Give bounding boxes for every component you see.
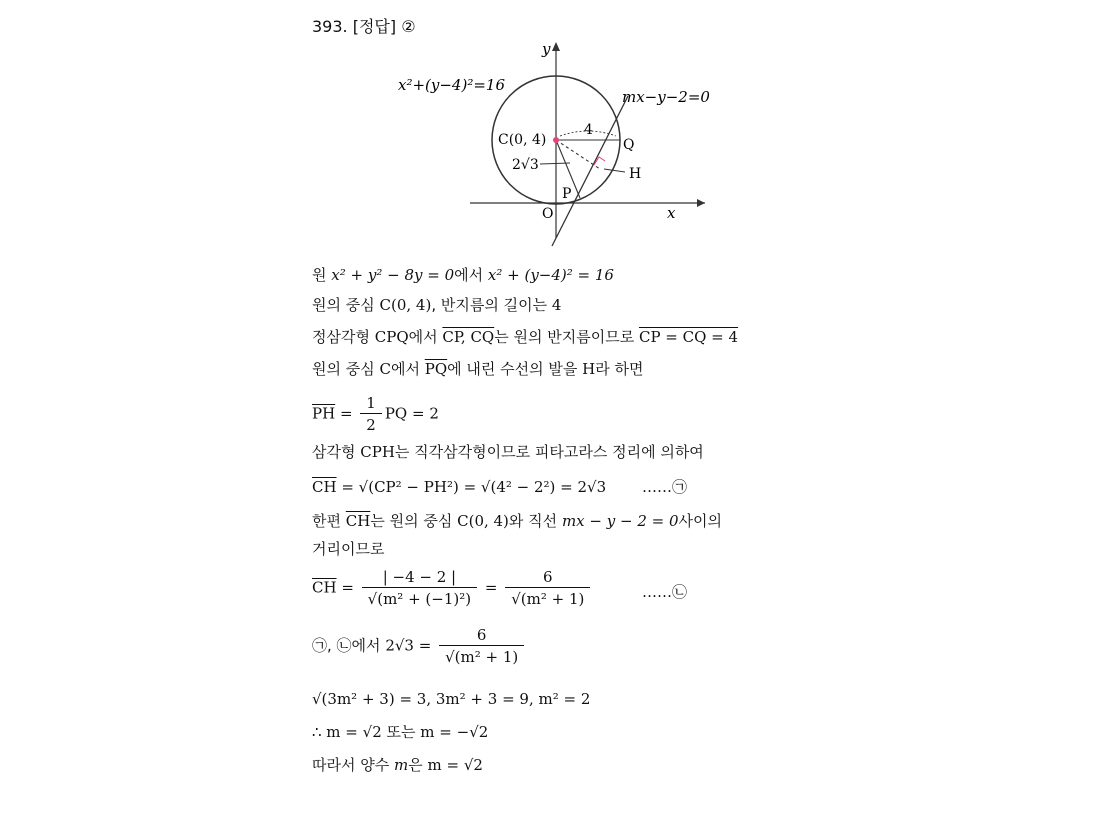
center-label: C(0, 4) (498, 132, 547, 148)
solution-line-12: √(3m² + 3) = 3, 3m² + 3 = 9, m² = 2 (312, 690, 591, 708)
h-pointer (604, 169, 625, 172)
fraction-simplified: $\frac{6}{\text{√(m² + 1)}}$ (505, 567, 590, 610)
solution-line-10: $\overline{CH}$ = $\frac{| -4 - 2 |}{\text{√(m² + (−1)²)}}$ = $\frac{6}{\text{√(m² + 1)}}$ (312, 567, 593, 610)
solution-line-14: 따라서 양수 m은 m = √2 (312, 756, 483, 774)
origin-label: O (542, 206, 554, 222)
solution-line-4: 원의 중심 C에서 $\overline{PQ}$에 내린 수선의 발을 H라 하면 (312, 360, 644, 378)
x-axis-label: x (667, 204, 676, 222)
point-h-label: H (629, 166, 642, 182)
solution-line-7: $\overline{CH} = √(CP^2 - PH^2) = √(4^2 - 2^2) = 2√3$ (312, 478, 607, 496)
solution-line-8: 한편 $\overline{CH}$는 원의 중심 C(0, 4)와 직선 mx − y − 2 = 0사이의 (312, 512, 722, 530)
fraction-half: $\frac{1}{2}$ (360, 393, 382, 436)
solution-line-1: 원 x² + y² − 8y = 0에서 x² + (y−4)² = 16 (312, 266, 614, 284)
equation-mark-2: ……㉡ (642, 583, 688, 601)
center-point (553, 137, 559, 143)
answer-header: 393. [정답] ② (312, 17, 416, 36)
solution-line-9: 거리이므로 (312, 540, 385, 558)
line-equation-label: mx−y−2=0 (622, 88, 710, 106)
solution-line-5: $\overline{PH}$ = $\frac{1}{2}$ PQ = 2 (312, 394, 439, 434)
solution-line-11: ㉠, ㉡에서 2√3 = $\frac{6}{\text{√(m² + 1)}}$ (312, 625, 527, 668)
solution-line-6: 삼각형 CPH는 직각삼각형이므로 피타고라스 정리에 의하여 (312, 443, 704, 461)
x-axis-arrow (697, 199, 705, 207)
point-p-label: P (562, 186, 572, 202)
y-axis-label: y (542, 40, 551, 58)
equation-mark-1: ……㉠ (642, 478, 688, 496)
y-axis-arrow (552, 42, 560, 51)
point-q-label: Q (623, 137, 635, 153)
solution-line-2: 원의 중심 C(0, 4), 반지름의 길이는 4 (312, 296, 562, 314)
distance-label: 2√3 (512, 157, 539, 173)
fraction-six: $\frac{6}{\text{√(m² + 1)}}$ (439, 625, 524, 668)
solution-line-3: 정삼각형 CPQ에서 CP, CQ는 원의 반지름이므로 CP = CQ = 4 (312, 328, 739, 346)
solution-line-13: ∴ m = √2 또는 m = −√2 (312, 723, 489, 741)
fraction-distance: $\frac{| -4 - 2 |}{\text{√(m² + (−1)²)}}$ (362, 567, 477, 610)
radius-label: 4 (584, 122, 593, 138)
circle-equation-label: x²+(y−4)²=16 (398, 76, 505, 94)
segment-ch (556, 140, 600, 169)
circle-line-figure (380, 38, 740, 253)
